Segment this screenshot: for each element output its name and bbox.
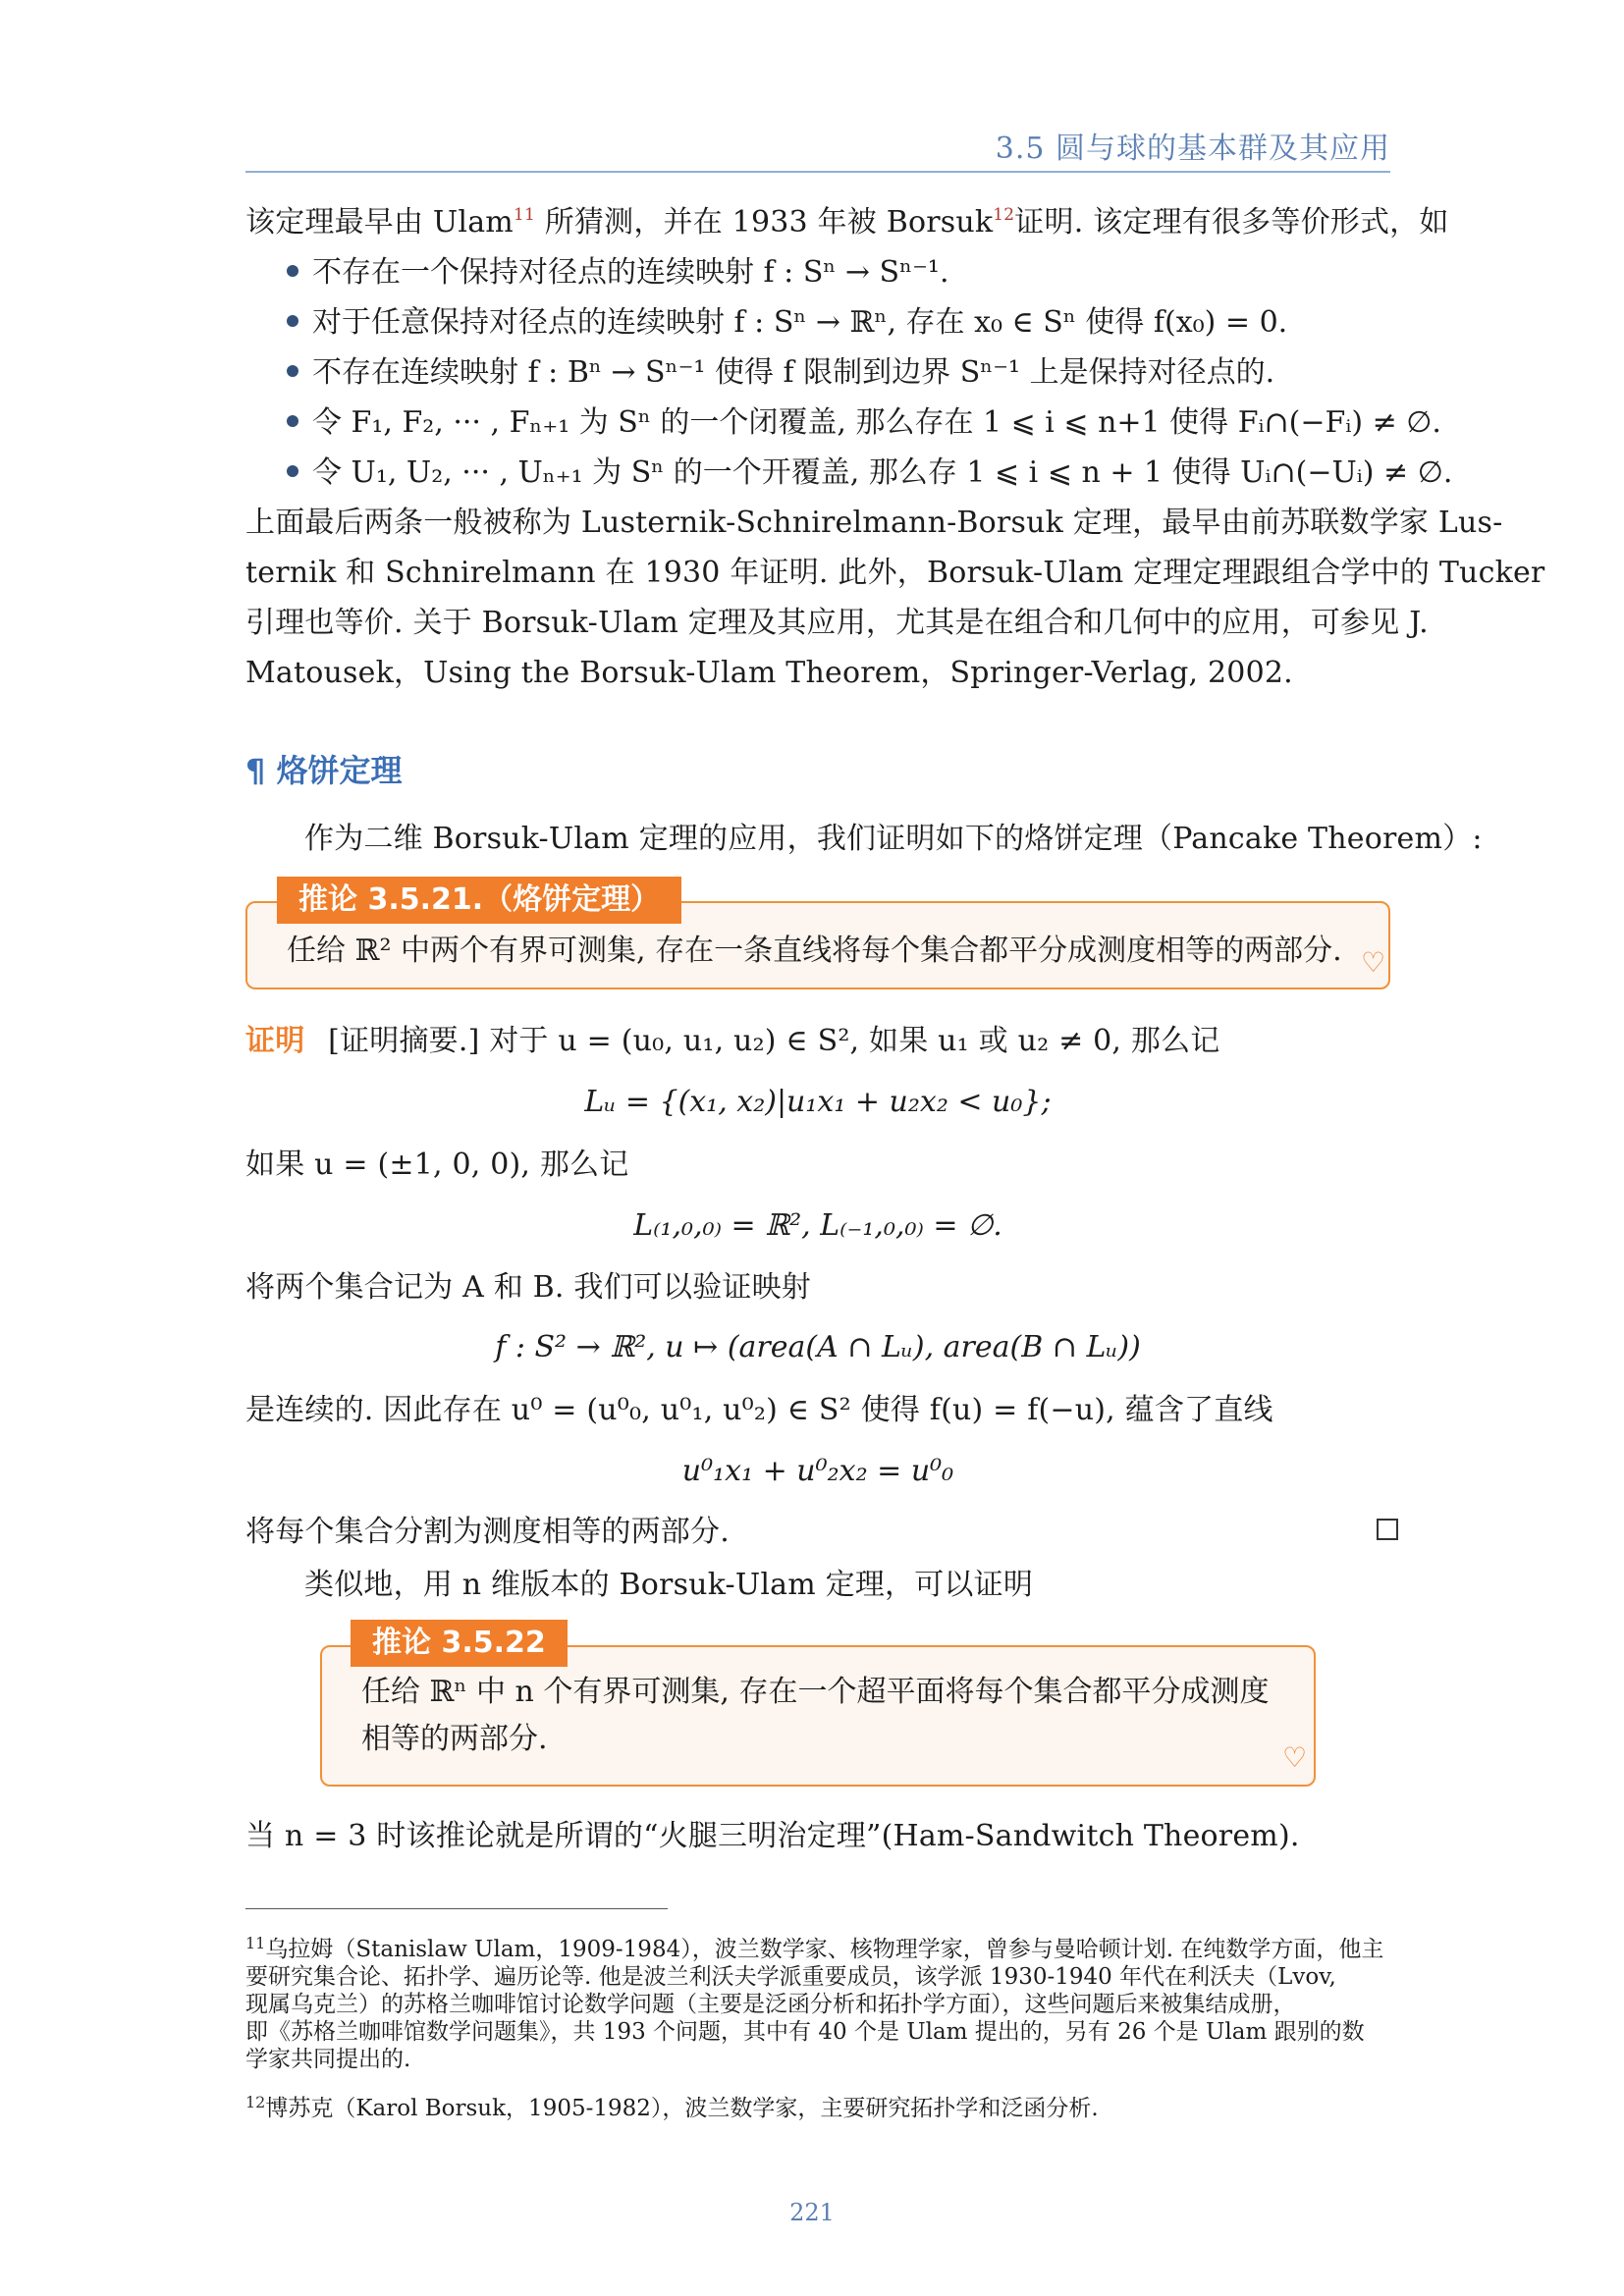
bullet-dot-icon (287, 465, 298, 477)
footnote-line: 现属乌克兰）的苏格兰咖啡馆讨论数学问题（主要是泛函分析和拓扑学方面），这些问题后来被集结成册， (245, 1992, 1296, 2017)
heart-icon: ♡ (1282, 1741, 1308, 1774)
bullet-dot-icon (287, 365, 298, 377)
bullet-text: 对于任意保持对径点的连续映射 f : Sⁿ → ℝⁿ, 存在 x₀ ∈ Sⁿ 使得 f(x₀) = 0. (312, 305, 1288, 340)
proof-line: 如果 u = (±1, 0, 0), 那么记 (245, 1148, 629, 1182)
intro-text-a: 该定理最早由 Ulam (245, 205, 514, 240)
footnote-line: 即《苏格兰咖啡馆数学问题集》，共 193 个问题，其中有 40 个是 Ulam 提出的，另有 26 个是 Ulam 跟别的数 (245, 2019, 1365, 2045)
para2-line: ternik 和 Schnirelmann 在 1930 年证明. 此外，Borsuk-Ulam 定理定理跟组合学中的 Tucker (245, 556, 1545, 590)
equation: u⁰₁x₁ + u⁰₂x₂ = u⁰₀ (681, 1454, 954, 1488)
footnote-11 (245, 1930, 1390, 2073)
corollary-tag: 推论 3.5.22 (351, 1620, 568, 1667)
section-title: ¶ 烙饼定理 (245, 752, 403, 789)
lead-paragraph: 作为二维 Borsuk-Ulam 定理的应用，我们证明如下的烙饼定理（Pancake Theorem）: (304, 822, 1483, 856)
footnote-rule (245, 1908, 668, 1909)
proof-line: 是连续的. 因此存在 u⁰ = (u⁰₀, u⁰₁, u⁰₂) ∈ S² 使得 f(u) = f(−u), 蕴含了直线 (245, 1393, 1273, 1427)
proof-text: [证明摘要.] 对于 u = (u₀, u₁, u₂) ∈ S², 如果 u₁ 或 u₂ ≠ 0, 那么记 (328, 1024, 1220, 1058)
bullet-item (287, 402, 1441, 444)
proof-line (245, 1021, 1390, 1062)
footnote-line: 要研究集合论、拓扑学、遍历论等. 他是波兰利沃夫学派重要成员，该学派 1930-1940 年代在利沃夫（Lvov, (245, 1964, 1336, 1990)
bullet-text: 不存在一个保持对径点的连续映射 f : Sⁿ → Sⁿ⁻¹. (312, 255, 949, 290)
footnote-line: 博苏克（Karol Borsuk，1905-1982），波兰数学家，主要研究拓扑学和泛函分析. (265, 2096, 1099, 2121)
intro-paragraph (245, 202, 1449, 243)
intro-text-c: 证明. 该定理有很多等价形式，如 (1014, 205, 1449, 240)
equation: Lᵤ = {(x₁, x₂)|u₁x₁ + u₂x₂ < u₀}; (584, 1085, 1052, 1119)
bullet-text: 令 F₁, F₂, ··· , Fₙ₊₁ 为 Sⁿ 的一个闭覆盖, 那么存在 1 ⩽ i ⩽ n+1 使得 Fᵢ∩(−Fᵢ) ≠ ∅. (312, 405, 1441, 440)
proof-label: 证明 (245, 1024, 305, 1058)
qed-square-icon (1377, 1519, 1398, 1540)
intro-text-b: 所猜测，并在 1933 年被 Borsuk (535, 205, 994, 240)
running-header: 3.5 圆与球的基本群及其应用 (995, 132, 1390, 166)
footnote-ref-12[interactable]: 12 (993, 205, 1015, 225)
footnote-number: 12 (245, 2093, 266, 2111)
header-rule (245, 171, 1390, 173)
page-number: 221 (789, 2199, 835, 2226)
para2-line: Matousek，Using the Borsuk-Ulam Theorem，Springer-Verlag, 2002. (245, 656, 1293, 690)
footnote-line: 乌拉姆（Stanislaw Ulam，1909-1984），波兰数学家、核物理学家，曾参与曼哈顿计划. 在纯数学方面，他主 (265, 1937, 1384, 1962)
bullet-item (287, 352, 1274, 394)
proof-line: 将每个集合分割为测度相等的两部分. (245, 1515, 730, 1549)
closing-paragraph: 当 n = 3 时该推论就是所谓的“火腿三明治定理”(Ham-Sandwitch Theorem). (245, 1819, 1300, 1853)
corollary-tag: 推论 3.5.21.（烙饼定理） (277, 877, 681, 924)
bullet-item (287, 302, 1287, 344)
equation: L₍₁,₀,₀₎ = ℝ², L₍₋₁,₀,₀₎ = ∅. (633, 1208, 1002, 1243)
proof-line: 将两个集合记为 A 和 B. 我们可以验证映射 (245, 1270, 811, 1305)
bullet-text: 不存在连续映射 f : Bⁿ → Sⁿ⁻¹ 使得 f 限制到边界 Sⁿ⁻¹ 上是保持对径点的. (312, 355, 1275, 390)
footnote-12 (245, 2089, 1390, 2122)
bullet-dot-icon (287, 265, 298, 277)
bullet-dot-icon (287, 415, 298, 427)
footnote-number: 11 (245, 1934, 266, 1952)
bullet-text: 令 U₁, U₂, ··· , Uₙ₊₁ 为 Sⁿ 的一个开覆盖, 那么存 1 ⩽ i ⩽ n + 1 使得 Uᵢ∩(−Uᵢ) ≠ ∅. (312, 455, 1453, 490)
heart-icon: ♡ (1361, 946, 1386, 979)
bullet-dot-icon (287, 315, 298, 327)
bullet-item (287, 252, 949, 294)
corollary-text: 任给 ℝⁿ 中 n 个有界可测集, 存在一个超平面将每个集合都平分成测度 (361, 1675, 1270, 1709)
corollary-text: 相等的两部分. (361, 1722, 548, 1756)
corollary-text: 任给 ℝ² 中两个有界可测集, 存在一条直线将每个集合都平分成测度相等的两部分. (287, 934, 1342, 968)
para2-line: 上面最后两条一般被称为 Lusternik-Schnirelmann-Borsuk 定理，最早由前苏联数学家 Lus- (245, 506, 1503, 540)
equation: f : S² → ℝ², u ↦ (area(A ∩ Lᵤ), area(B ∩ Lᵤ)) (495, 1330, 1141, 1364)
similar-paragraph: 类似地，用 n 维版本的 Borsuk-Ulam 定理，可以证明 (304, 1568, 1034, 1602)
bullet-item (287, 453, 1452, 494)
footnote-line: 学家共同提出的. (245, 2047, 411, 2072)
para2-line: 引理也等价. 关于 Borsuk-Ulam 定理及其应用，尤其是在组合和几何中的应用，可参见 J. (245, 606, 1429, 640)
footnote-ref-11[interactable]: 11 (513, 205, 535, 225)
